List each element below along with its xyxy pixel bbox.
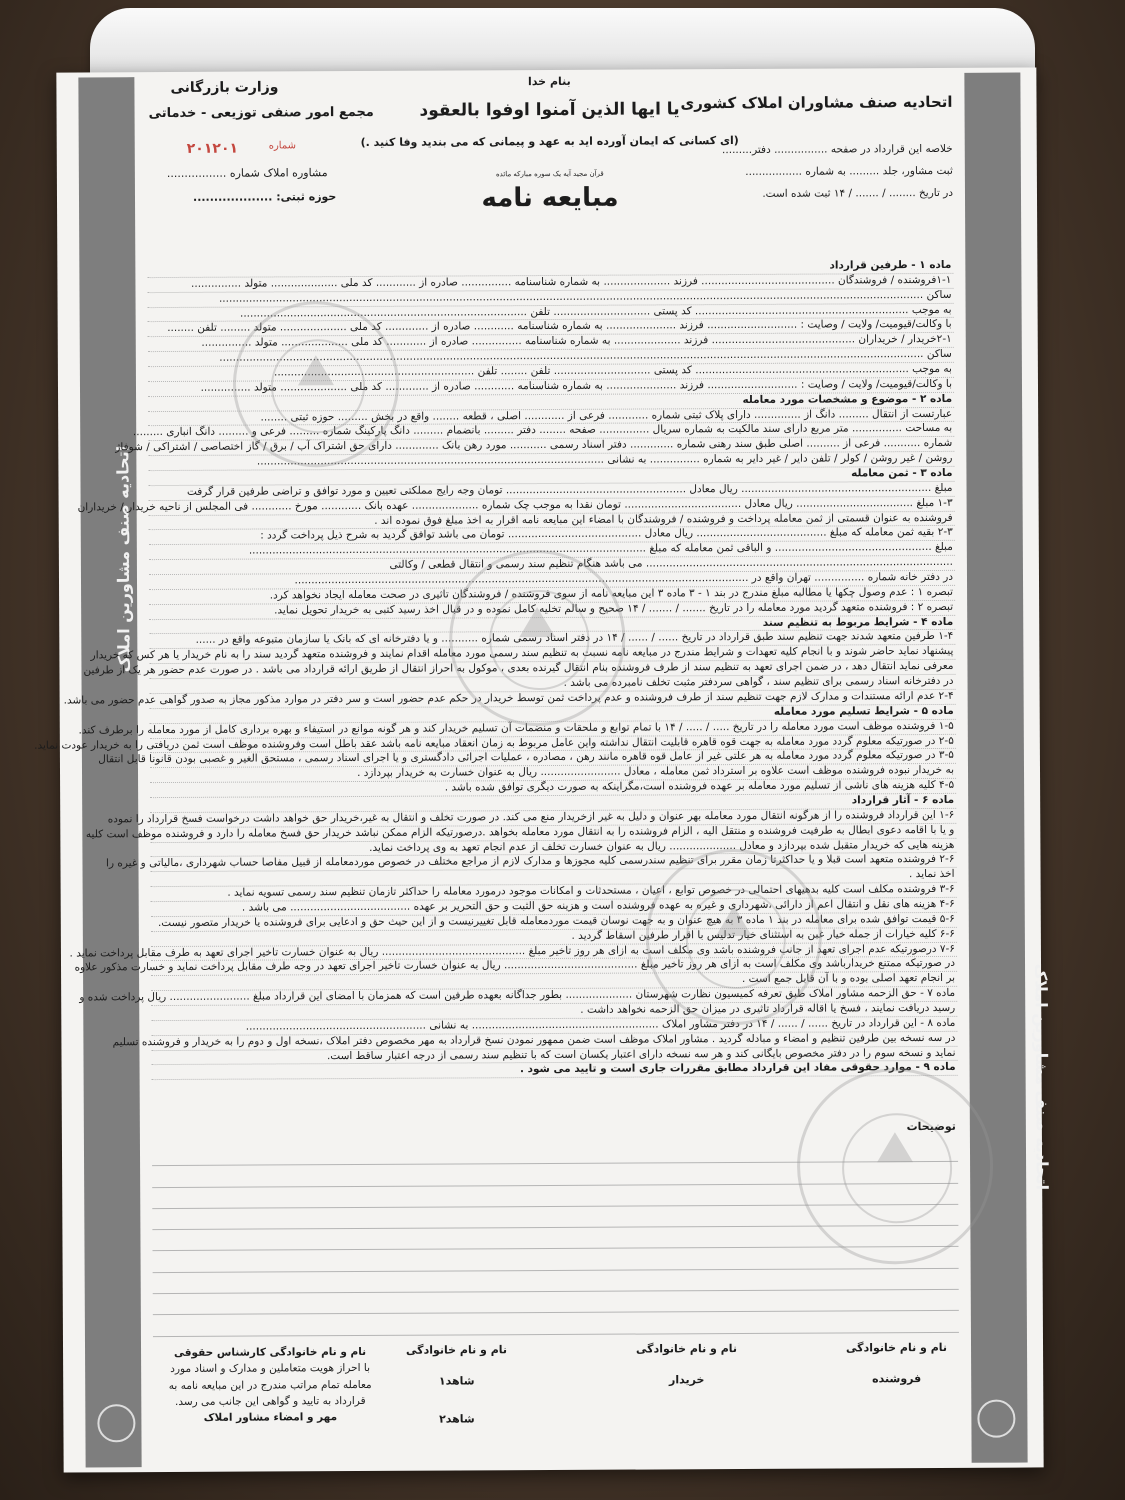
contract-line: به موجب ................................................................ کد پستی ............................. تلفن ........ تلفن ............................................................ — [148, 363, 954, 382]
assembly-name: مجمع امور صنفی توزیعی - خدماتی — [148, 104, 374, 122]
side-band-text-left: اتحادیه صنف مشاورین املاک — [113, 445, 134, 673]
contract-line: فروشنده به عنوان قسمتی از ثمن معامله پرداخت و فروشنده / فروشندگان با امضاء این مبایعه نامه اقرار به اخذ مبلغ فوق نموده اند . — [149, 511, 955, 530]
article-heading: ماده ۶ - آثار قرارداد — [150, 794, 956, 813]
notes-label: توضیحات — [906, 1119, 956, 1134]
contract-line: عبارتست از انتقال ......... دانگ از .............. دارای پلاک ثبتی شماره ............ فرعی از ............ اصلی ، قطعه ........ واقع در بخش ......... حوزه ثبتی ........ — [148, 407, 954, 426]
contract-line: مبلغ ............................................... و الباقی ثمن معامله که مبلغ ....................................................................................................................... — [149, 541, 955, 560]
contract-line: تبصره ۲ : فروشنده متعهد گردید مورد معامله را در تاریخ ....... / ....... / ۱۴ صحیح و سالم تخلیه کامل نموده و در قبال اخذ رسید کتبی به خریدار تحویل نماید. — [149, 601, 955, 620]
article-heading: ماده ۱ - طرفین قرارداد — [147, 259, 953, 278]
contract-line: در سه نسخه بین طرفین تنظیم و امضاء و مبادله گردید . مشاور املاک موظف است ضمن ممهور نمودن نسخ قرارداد به مهر مخصوص دفتر املاک ،نسخه اول و دوم را به خریدار و فروشنده تسلیم — [151, 1032, 957, 1051]
article-heading: ماده ۵ - شرایط تسلیم مورد معامله — [150, 705, 956, 724]
contract-line: ۲-۳ بقیه ثمن معامله که مبلغ ....................................... ریال معادل ........................................ تومان می باشد توافق گردید به شرح ذیل پرداخت گردد : — [149, 526, 955, 545]
union-name: اتحادیه صنف مشاوران املاک کشوری — [680, 92, 953, 113]
watermark-seal-icon — [233, 301, 400, 468]
expert-seal-label: مهر و امضاء مشاور املاک — [203, 1411, 338, 1424]
contract-line: مبلغ ......................................................... ریال معادل ...................................................... تومان وجه رایج مملکتی تعیین و مورد توافق و تراضی طرفین قرار گرفت — [149, 482, 955, 501]
buyer-name-label: نام و نام خانوادگی — [635, 1342, 738, 1356]
legal-expert-block — [165, 1344, 375, 1426]
witness-name-label: نام و نام خانوادگی — [406, 1343, 508, 1357]
contract-line: ۲-۴ عدم ارائه مستندات و مدارک لازم جهت تنظیم سند از طرف فروشنده و عدم پرداخت ثمن توسط خریدار در حکم عدم حضور است و سر دفتر در موارد مذکور مجاز به صدور گواهی عدم حضور می باشد. — [150, 690, 956, 709]
contract-line: روشن / غیر روشن / کولر / تلفن دایر / غیر دایر به شماره ............... به نشانی ........................................................................................................ — [148, 452, 954, 471]
contract-line: ۱-۴ طرفین متعهد شدند جهت تنظیم سند طبق قرارداد در تاریخ ...... / ...... / ۱۴ در دفتر اسناد رسمی شماره ........... و یا دفترخانه ای که بانک یا سازمان متبوعه واقع در ...... — [149, 630, 955, 649]
watermark-seal-icon — [645, 849, 822, 1026]
witness2-label: شاهد۲ — [439, 1412, 475, 1426]
contract-line: ماده ۸ - این قرارداد در تاریخ ...... / ...... / ۱۴ در دفتر مشاور املاک ........................................................ به نشانی ...................................................... — [151, 1017, 957, 1036]
contract-line: ۱-۱فروشنده / فروشندگان ........................................ فرزند .................... به شماره شناسنامه ............... صادره از ............ کد ملی .................... متولد ............... — [147, 274, 953, 293]
quran-reference: قرآن مجید آیه یک سوره مبارکه مائده — [495, 169, 604, 179]
contract-line: در دفتر خانه شماره ............... تهران واقع در ........................................................................................................................................ — [149, 571, 955, 590]
registry-area-label: حوزه ثبتی: ................... — [192, 190, 337, 204]
contract-line: ماده ۷ - حق الزحمه مشاور املاک طبق تعرفه کمیسیون نظارت شهرستان .................... بطور جداگانه بعهده طرفین است که همزمان با امضای این قرارداد مبلغ ........................ ریال پرداخت شده و — [151, 987, 957, 1006]
verse-heading: یا ایها الذین آمنوا اوفوا بالعقود — [419, 99, 680, 121]
note-line[interactable] — [153, 1311, 959, 1337]
contract-line: ۲-۵ در صورتیکه معلوم گردد مورد معامله به جهت قوه قاهره قابلیت انتقال نداشته واین عامل مربوط به زمان انعقاد مبایعه نامه باشد عقد باطل است وفروشنده موظف است ثمن دریافتی را به خریدار عودت نماید. — [150, 734, 956, 753]
contract-line: اخذ نماید . — [151, 868, 957, 887]
witness1-label: شاهد۱ — [438, 1373, 475, 1388]
contract-line: ساکن ................................................................................................................................................................................................................... — [148, 348, 954, 367]
contract-line: به مساحت ............... متر مربع دارای سند مالکیت به شماره سریال ............... صفحه ........ دفتر ......... بانضمام ......... دانگ پارکینگ شماره ......... فرعی و ......... دانگ انباری ......... — [148, 422, 954, 441]
summary-line: ثبت مشاور، جلد ......... به شماره ................. — [745, 164, 953, 178]
contract-line: ۷-۶ درصورتیکه عدم اجرای تعهد از جانب فروشنده باشد وی مکلف است به ازای هر روز تاخیر مبلغ ........................................... ریال به عنوان خسارت تاخیر اجرای تعهد به طرف مقابل پرداخت نماید . — [151, 942, 957, 961]
summary-line: در تاریخ ........ / ....... / ۱۴ ثبت شده است. — [762, 186, 954, 200]
contract-line: پیشنهاد نماید حاضر شوند و با انجام کلیه تعهدات و شرایط مندرج در مبایعه نامه نسبت به تنظیم سند رسمی مورد معامله اقدام نمایند و فروشنده متعهد گردید سند را به نام خریدار یا هر کس که خریدار — [149, 645, 955, 664]
watermark-seal-icon — [449, 550, 626, 727]
ministry-name: وزارت بازرگانی — [170, 79, 279, 96]
contract-line: ۶-۶ کلیه خیارات از جمله خیار غبن به استثنای خیار تدلیس با اقرار طرفین اسقاط گردید . — [151, 928, 957, 947]
article-heading: ماده ۹ - موارد حقوقی مفاد این قرارداد مطابق مقررات جاری است و تایید می شود . — [152, 1061, 958, 1080]
contract-line: ۲-۱خریدار / خریداران ........................................... فرزند .................... به شماره شناسنامه ............... صادره از ............ کد ملی .................... متولد ............... — [148, 333, 954, 352]
contract-line: ۵-۶ قیمت توافق شده برای معامله در بند ۱ ماده ۳ به هیچ عنوان و به جهت نوسان قیمت موردمعامله قابل تغییرنیست و از این حیث حق و ادعایی برای فروشنده یا خریدار متصور نیست. — [151, 913, 957, 932]
contract-line: ۲-۶ فروشنده متعهد است قبلا و یا حداکثرتا زمان مقرر برای تنظیم سندرسمی کلیه مجوزها و مدارک لازم از مراجع مختلف در خصوص موردمعامله از قبیل مفاصا حساب شهرداری ،مالیاتی و غیره را — [150, 853, 956, 872]
contract-line: ۱-۵ فروشنده موظف است مورد معامله را در تاریخ ..... / ..... / ۱۴ با تمام توابع و ملحقات و منضمات آن تسلیم خریدار کند و هر گونه موانع در استیفاء و بهره برداری کامل از مورد معامله را برطرف کند. — [150, 720, 956, 739]
corner-seal-icon — [977, 1400, 1015, 1438]
contract-line: ۳-۶ فروشنده مکلف است کلیه بدهیهای احتمالی در خصوص توابع ، اعیان ، مستحدثات و امکانات موجود درمورد معامله را حداکثر تازمان تنظیم سند رسمی تسویه نماید . — [151, 883, 957, 902]
contract-line: به خریدار نبوده فروشنده موظف است علاوه بر استرداد ثمن معامله ، معادل ........................ ریال به عنوان خسارت به خریدار بپردازد . — [150, 764, 956, 783]
contract-line: ۱-۶ این قرارداد فروشنده را از هرگونه انتقال مورد معامله بهر عنوان و دلیل به غیر ازخریدار منع می کند. در صورت تخلف و انتقال به غیر،خریدار حق خواهد داشت درخواست فسخ قرارداد را نموده — [150, 809, 956, 828]
contract-line: ۴-۶ هزینه های نقل و انتقال اعم از دارائی ،شهرداری و غیره به عهده فروشنده است و هزینه حق الثبت و حق التحریر بر عهده .................................... می باشد . — [151, 898, 957, 917]
buyer-signature — [636, 1342, 737, 1388]
serial-number: ۲۰۱۲۰۱ — [186, 140, 239, 157]
seller-name-label: نام و نام خانوادگی — [845, 1340, 948, 1355]
side-band-right — [964, 73, 1027, 1463]
expert-text: با احراز هویت متعاملین و مدارک و اسناد مورد معامله تمام مراتب مندرج در این مبایعه نامه به قرارداد به تایید و گواهی این جانب می رسد. — [168, 1362, 372, 1408]
serial-label: شماره — [268, 140, 297, 152]
contract-line: در دفترخانه اسناد رسمی برای تنظیم سند ، گواهی سردفتر مثبت تخلف نامبرده می باشد . — [150, 675, 956, 694]
buyer-role-label: خریدار — [668, 1372, 705, 1386]
contract-line: رسید دریافت نمایند ، فسخ یا اقاله قرارداد تاثیری در میزان حق الزحمه نخواهد داشت . — [151, 1002, 957, 1021]
license-number-label: مشاوره املاک شماره ................. — [166, 166, 328, 180]
contract-line: و یا با اقامه دعوی ابطال به طرفیت فروشنده و منتقل الیه ، الزام فروشنده را به انتقال مورد معامله بخواهد .درصورتیکه الزام ممکن نباشد خریدار حق فسخ معامله را دارد و فروشنده موظف است کلیه — [150, 824, 956, 843]
contract-line: ۳-۵ در صورتیکه معلوم گردد مورد معامله به هر علتی غیر از عامل قوه قاهره مانند رهن ، مصادره ، عملیات اجرائی دادگستری و یا اجرای اسناد رسمی ، مستحق الغیر و غصبی بودن قانونا قابل انتقال — [150, 749, 956, 768]
contract-line: ............................................................................................ می باشد هنگام تنظیم سند رسمی و انتقال قطعی / وکالتی — [149, 556, 955, 575]
article-heading: ماده ۳ - ثمن معامله — [148, 467, 954, 486]
contract-line: بر انجام تعهد اصلی بوده و با آن قابل جمع است . — [151, 972, 957, 991]
summary-line: خلاصه این قرارداد در صفحه ................ دفتر......... — [722, 142, 953, 157]
seller-role-label: فروشنده — [872, 1371, 922, 1385]
contract-line: شماره ........... فرعی از .......... اصلی طبق سند رهنی شماره ............. دفتر اسناد رسمی ........... مورد رهن بانک ............. دارای حق اشتراک آب / برق / گاز اختصاصی / اشتراکی / شوفاژ — [148, 437, 954, 456]
corner-seal-icon — [97, 1404, 135, 1442]
contract-line: به موجب ................................................................ کد پستی ............................. تلفن ...................................................................................... — [148, 303, 954, 322]
expert-title: نام و نام خانوادگی کارشناس حقوقی — [173, 1345, 367, 1359]
article-heading: ماده ۲ - موضوع و مشخصات مورد معامله — [148, 393, 954, 412]
verse-translation: (ای کسانی که ایمان آورده اید به عهد و پیمانی که می بندید وفا کنید .) — [360, 134, 739, 149]
contract-sheet — [34, 67, 1052, 1472]
contract-line: تبصره ۱ : عدم وصول چکها یا مطالبه مبلغ مندرج در بند ۱ - ۳ ماده ۳ این مبایعه نامه از سوی فروشنده / فروشندگان تاثیری در صحت معامله ایجاد نخواهد کرد. — [149, 586, 955, 605]
contract-line: ۴-۵ کلیه هزینه های ناشی از تسلیم مورد معامله بر عهده فروشنده است،مگراینکه به صورت دیگری توافق شده باشد . — [150, 779, 956, 798]
contract-line: با وکالت/قیومیت/ ولایت / وصایت : ........................... فرزند ..................... به شماره شناسنامه ............ صادره از ............. کد ملی .................... متولد ............... — [148, 378, 954, 397]
contract-line: هزینه هایی که خریدار متقبل شده بپردازد و معادل .................... ریال به عنوان خسارت تخلف از عدم انجام تعهد به وی پرداخت نماید. — [150, 838, 956, 857]
watermark-seal-icon — [797, 1068, 994, 1265]
contract-line: نماید و نسخه سوم را در دفتر مخصوص بایگانی کند و هر سه نسخه دارای اعتبار یکسان است که با تنظیم سند رسمی از درجه اعتبار ساقط است. — [151, 1046, 957, 1065]
basmala: بنام خدا — [528, 74, 571, 89]
seller-signature — [846, 1341, 947, 1387]
contract-line: در صورتیکه ممتنع خریدارباشد وی مکلف است به ازای هر روز تاخیر مبلغ ........................................ ریال به عنوان خسارت تاخیر اجرای تعهد در وجه طرف مقابل پرداخت نماید و خسارت مذکور علاوه — [151, 957, 957, 976]
witness-signature — [406, 1343, 507, 1427]
contract-line: با وکالت/قیومیت/ ولایت / وصایت : ........................... فرزند ..................... به شماره شناسنامه ............ صادره از ............. کد ملی .................... متولد ......... تلفن ........ — [148, 318, 954, 337]
contract-line: معرفی نماید انتقال دهد ، در ضمن اجرای تعهد به تنظیم سند از طرف فروشنده بنام انتقال گیرنده بعدی ، موکول به احراز انتقال از طریق ارائه قرارداد می باشد . در صورت عدم حضور هر یک از طرفین — [149, 660, 955, 679]
side-band-text-right: اتحادیه صنف مشاورین املاک — [1031, 963, 1052, 1191]
article-heading: ماده ۴ - شرایط مربوط به تنظیم سند — [149, 616, 955, 635]
side-band-left — [78, 77, 141, 1467]
contract-line: ۱-۳ مبلغ ................................... ریال معادل ................................... تومان نقدا به موجب چک شماره .................... عهده بانک ............ مورخ ............ فی المجلس از ناحیه خریدار / خریداران — [149, 497, 955, 516]
contract-line: ساکن ................................................................................................................................................................................................................... — [147, 289, 953, 308]
document-title: مبایعه نامه — [481, 182, 619, 214]
